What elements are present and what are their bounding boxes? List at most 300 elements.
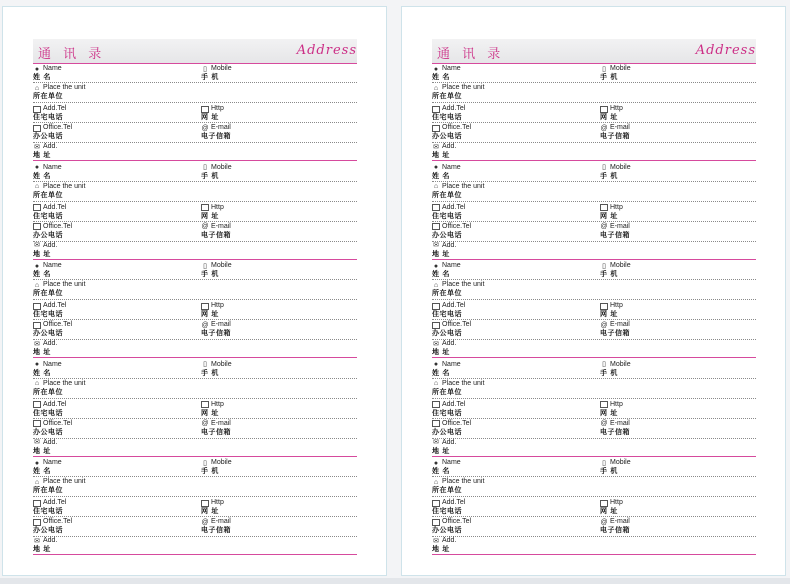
name-label-cn: 姓 名 <box>432 467 450 475</box>
web-icon <box>600 500 608 507</box>
home-tel-field[interactable] <box>33 302 193 319</box>
mobile-phone-icon: ▯ <box>203 361 207 368</box>
place-label-en: Place the unit <box>442 182 485 190</box>
envelope-icon: ✉ <box>34 242 40 249</box>
name-label-en: Name <box>442 360 461 368</box>
office-row <box>33 221 357 242</box>
title-english: Address <box>296 43 357 58</box>
home-tel-field[interactable] <box>432 499 592 516</box>
home-tel-field[interactable] <box>33 204 193 221</box>
title-chinese: 通 讯 录 <box>437 47 505 62</box>
add-label-cn: 地 址 <box>432 249 450 258</box>
building-icon: ⌂ <box>433 84 439 92</box>
home-phone-icon <box>432 204 440 211</box>
building-icon: ⌂ <box>34 281 40 289</box>
addtel-label-cn: 住宅电话 <box>33 408 63 417</box>
officetel-label-cn: 办公电话 <box>33 526 63 534</box>
web-icon <box>201 401 209 408</box>
office-row <box>33 319 357 340</box>
name-label-en: Name <box>442 65 461 72</box>
address-row <box>33 536 357 555</box>
home-tel-field[interactable] <box>432 302 592 319</box>
address-field[interactable] <box>432 340 752 357</box>
address-field[interactable] <box>33 340 353 357</box>
http-label-en: Http <box>211 499 224 506</box>
add-label-cn: 地 址 <box>432 348 450 356</box>
email-field[interactable] <box>600 124 760 141</box>
home-phone-icon <box>432 106 440 113</box>
add-label-cn: 地 址 <box>432 446 450 455</box>
tel-row <box>33 398 357 419</box>
addtel-label-en: Add.Tel <box>43 302 67 309</box>
office-tel-field[interactable] <box>33 420 193 437</box>
name-label-en: Name <box>43 163 62 171</box>
http-field[interactable] <box>201 401 361 418</box>
addtel-label-cn: 住宅电话 <box>432 310 462 318</box>
office-tel-field[interactable] <box>33 321 193 338</box>
place-label-cn: 所在单位 <box>33 92 63 100</box>
building-icon: ⌂ <box>34 380 40 387</box>
office-tel-field[interactable] <box>432 518 592 535</box>
address-field[interactable] <box>432 537 752 554</box>
email-label-cn: 电子信箱 <box>201 427 231 436</box>
mobile-field[interactable] <box>600 459 760 476</box>
addtel-label-cn: 住宅电话 <box>33 113 63 121</box>
office-phone-icon <box>432 519 440 526</box>
email-label-en: E-mail <box>610 518 630 525</box>
name-label-cn: 姓 名 <box>432 270 450 278</box>
address-entry <box>432 63 756 161</box>
building-icon: ⌂ <box>433 183 439 190</box>
at-sign-icon: @ <box>600 518 608 526</box>
email-label-cn: 电子信箱 <box>600 427 630 436</box>
place-label-cn: 所在单位 <box>432 92 462 100</box>
mobile-label-cn: 手 机 <box>201 467 219 475</box>
add-label-en: Add. <box>442 537 457 544</box>
email-label-en: E-mail <box>211 321 231 328</box>
officetel-label-en: Office.Tel <box>43 518 73 525</box>
http-label-en: Http <box>211 203 224 211</box>
addtel-label-en: Add.Tel <box>43 499 67 506</box>
email-label-en: E-mail <box>610 419 630 427</box>
place-label-cn: 所在单位 <box>33 486 63 494</box>
mobile-field[interactable] <box>201 262 361 279</box>
home-phone-icon <box>33 303 41 310</box>
name-field[interactable] <box>432 361 592 378</box>
mobile-field[interactable] <box>201 164 361 181</box>
http-label-en: Http <box>211 400 224 408</box>
office-phone-icon <box>432 420 440 427</box>
name-label-cn: 姓 名 <box>33 467 51 475</box>
officetel-label-cn: 办公电话 <box>432 427 462 436</box>
home-tel-field[interactable] <box>33 401 193 418</box>
http-field[interactable] <box>600 499 760 516</box>
name-row <box>33 260 357 280</box>
mobile-label-en: Mobile <box>211 262 232 269</box>
add-label-cn: 地 址 <box>33 446 51 455</box>
mobile-label-cn: 手 机 <box>600 270 618 278</box>
mobile-label-cn: 手 机 <box>201 368 219 377</box>
name-label-cn: 姓 名 <box>33 368 51 377</box>
name-label-en: Name <box>442 163 461 171</box>
name-row <box>432 457 756 477</box>
address-entry <box>432 359 756 457</box>
name-field[interactable] <box>33 459 193 476</box>
title-english: Address <box>695 43 756 58</box>
home-tel-field[interactable] <box>432 105 592 122</box>
mobile-phone-icon: ▯ <box>602 262 606 270</box>
name-field[interactable] <box>33 65 193 82</box>
add-label-cn: 地 址 <box>432 545 450 553</box>
mobile-label-cn: 手 机 <box>600 73 618 81</box>
email-field[interactable] <box>600 518 760 535</box>
name-label-cn: 姓 名 <box>432 171 450 180</box>
place-unit-field[interactable] <box>33 478 353 495</box>
email-field[interactable] <box>201 321 361 338</box>
office-row <box>33 122 357 143</box>
tel-row <box>432 496 756 517</box>
officetel-label-en: Office.Tel <box>43 321 73 328</box>
office-tel-field[interactable] <box>33 124 193 141</box>
address-field[interactable] <box>33 439 353 456</box>
place-row <box>33 82 357 103</box>
place-label-en: Place the unit <box>442 379 485 387</box>
add-label-cn: 地 址 <box>33 545 51 553</box>
address-entry <box>432 162 756 260</box>
web-icon <box>201 500 209 507</box>
http-field[interactable] <box>201 499 361 516</box>
name-label-en: Name <box>43 262 62 269</box>
mobile-phone-icon: ▯ <box>203 459 207 467</box>
web-icon <box>600 106 608 113</box>
email-label-en: E-mail <box>211 518 231 525</box>
email-label-en: E-mail <box>211 222 231 230</box>
place-unit-field[interactable] <box>432 183 752 200</box>
address-field[interactable] <box>33 143 353 160</box>
email-field[interactable] <box>201 420 361 437</box>
at-sign-icon: @ <box>201 420 209 427</box>
address-entry <box>432 457 756 555</box>
office-phone-icon <box>432 125 440 132</box>
name-field[interactable] <box>33 262 193 279</box>
email-field[interactable] <box>201 223 361 240</box>
home-tel-field[interactable] <box>33 105 193 122</box>
at-sign-icon: @ <box>201 124 209 132</box>
email-label-en: E-mail <box>211 124 231 131</box>
place-unit-field[interactable] <box>33 281 353 298</box>
name-label-cn: 姓 名 <box>33 171 51 180</box>
name-field[interactable] <box>33 164 193 181</box>
email-label-cn: 电子信箱 <box>201 526 231 534</box>
place-row <box>432 476 756 497</box>
address-field[interactable] <box>432 242 752 259</box>
person-icon: ● <box>34 459 40 467</box>
place-label-en: Place the unit <box>43 379 86 387</box>
http-field[interactable] <box>201 204 361 221</box>
email-field[interactable] <box>600 420 760 437</box>
mobile-label-en: Mobile <box>211 65 232 72</box>
place-unit-field[interactable] <box>432 380 752 397</box>
mobile-label-cn: 手 机 <box>201 171 219 180</box>
email-label-en: E-mail <box>610 321 630 328</box>
tel-row <box>33 102 357 123</box>
at-sign-icon: @ <box>201 223 209 230</box>
http-field[interactable] <box>600 105 760 122</box>
place-row <box>33 181 357 202</box>
place-row <box>432 181 756 202</box>
name-row <box>432 260 756 280</box>
building-icon: ⌂ <box>34 84 40 92</box>
name-field[interactable] <box>432 262 592 279</box>
name-label-en: Name <box>442 459 461 466</box>
officetel-label-cn: 办公电话 <box>432 329 462 337</box>
addtel-label-cn: 住宅电话 <box>432 113 462 121</box>
envelope-icon: ✉ <box>433 242 439 249</box>
building-icon: ⌂ <box>433 281 439 289</box>
address-row <box>33 241 357 260</box>
address-row <box>432 536 756 555</box>
mobile-field[interactable] <box>600 262 760 279</box>
officetel-label-cn: 办公电话 <box>33 230 63 239</box>
office-phone-icon <box>33 223 41 230</box>
http-label-cn: 网 址 <box>201 507 219 515</box>
home-tel-field[interactable] <box>432 204 592 221</box>
place-label-en: Place the unit <box>43 478 86 485</box>
add-label-en: Add. <box>43 537 58 544</box>
home-tel-field[interactable] <box>432 401 592 418</box>
envelope-icon: ✉ <box>34 143 40 151</box>
place-label-en: Place the unit <box>442 478 485 485</box>
add-label-en: Add. <box>43 340 58 347</box>
http-field[interactable] <box>201 105 361 122</box>
address-entry <box>33 63 357 161</box>
web-icon <box>600 303 608 310</box>
http-field[interactable] <box>600 401 760 418</box>
address-row <box>432 142 756 161</box>
email-field[interactable] <box>600 223 760 240</box>
mobile-field[interactable] <box>600 361 760 378</box>
office-tel-field[interactable] <box>432 321 592 338</box>
mobile-field[interactable] <box>600 65 760 82</box>
office-phone-icon <box>33 420 41 427</box>
home-phone-icon <box>33 401 41 408</box>
addtel-label-cn: 住宅电话 <box>432 408 462 417</box>
office-row <box>432 221 756 242</box>
name-label-en: Name <box>442 262 461 269</box>
address-field[interactable] <box>432 143 752 160</box>
home-phone-icon <box>432 500 440 507</box>
building-icon: ⌂ <box>34 183 40 190</box>
envelope-icon: ✉ <box>433 340 439 348</box>
place-label-cn: 所在单位 <box>432 387 462 396</box>
address-entry <box>33 162 357 260</box>
place-label-en: Place the unit <box>43 281 86 288</box>
envelope-icon: ✉ <box>433 537 439 545</box>
email-label-cn: 电子信箱 <box>201 132 231 140</box>
mobile-label-cn: 手 机 <box>600 467 618 475</box>
name-field[interactable] <box>432 164 592 181</box>
add-label-cn: 地 址 <box>33 249 51 258</box>
address-field[interactable] <box>432 439 752 456</box>
mobile-label-en: Mobile <box>211 163 232 171</box>
http-label-cn: 网 址 <box>600 408 618 417</box>
addtel-label-cn: 住宅电话 <box>33 211 63 220</box>
address-entry <box>432 260 756 358</box>
address-entry <box>33 457 357 555</box>
add-label-en: Add. <box>442 143 457 150</box>
at-sign-icon: @ <box>600 223 608 230</box>
mobile-label-en: Mobile <box>610 360 631 368</box>
addtel-label-en: Add.Tel <box>442 105 466 112</box>
addtel-label-en: Add.Tel <box>442 499 466 506</box>
place-row <box>432 279 756 300</box>
address-page-right <box>401 6 786 576</box>
web-icon <box>201 303 209 310</box>
home-phone-icon <box>33 500 41 507</box>
office-tel-field[interactable] <box>432 124 592 141</box>
place-row <box>33 476 357 497</box>
person-icon: ● <box>433 164 439 171</box>
place-row <box>33 279 357 300</box>
place-label-cn: 所在单位 <box>432 190 462 199</box>
name-label-en: Name <box>43 459 62 466</box>
name-row <box>33 63 357 83</box>
place-unit-field[interactable] <box>432 281 752 298</box>
email-field[interactable] <box>600 321 760 338</box>
mobile-label-cn: 手 机 <box>600 171 618 180</box>
place-unit-field[interactable] <box>33 84 353 101</box>
name-field[interactable] <box>432 65 592 82</box>
officetel-label-cn: 办公电话 <box>33 329 63 337</box>
home-phone-icon <box>432 401 440 408</box>
name-row <box>33 162 357 182</box>
mobile-label-en: Mobile <box>211 459 232 466</box>
page-header <box>432 39 756 64</box>
email-label-en: E-mail <box>211 419 231 427</box>
address-row <box>33 438 357 457</box>
home-tel-field[interactable] <box>33 499 193 516</box>
mobile-phone-icon: ▯ <box>602 459 606 467</box>
tel-row <box>432 201 756 222</box>
envelope-icon: ✉ <box>34 439 40 446</box>
place-row <box>33 378 357 399</box>
addtel-label-en: Add.Tel <box>43 203 67 211</box>
mobile-phone-icon: ▯ <box>602 164 606 171</box>
name-field[interactable] <box>33 361 193 378</box>
add-label-cn: 地 址 <box>33 151 51 159</box>
place-unit-field[interactable] <box>33 183 353 200</box>
address-field[interactable] <box>33 537 353 554</box>
office-row <box>432 319 756 340</box>
http-label-cn: 网 址 <box>600 113 618 121</box>
email-label-cn: 电子信箱 <box>600 132 630 140</box>
mobile-label-en: Mobile <box>610 65 631 72</box>
officetel-label-cn: 办公电话 <box>33 132 63 140</box>
http-label-cn: 网 址 <box>201 310 219 318</box>
person-icon: ● <box>34 164 40 171</box>
mobile-label-cn: 手 机 <box>600 368 618 377</box>
tel-row <box>33 496 357 517</box>
envelope-icon: ✉ <box>34 537 40 545</box>
officetel-label-en: Office.Tel <box>442 222 472 230</box>
person-icon: ● <box>34 262 40 270</box>
officetel-label-cn: 办公电话 <box>432 526 462 534</box>
addtel-label-en: Add.Tel <box>43 105 67 112</box>
place-label-cn: 所在单位 <box>33 289 63 297</box>
place-row <box>432 378 756 399</box>
name-label-en: Name <box>43 360 62 368</box>
office-row <box>33 418 357 439</box>
place-label-en: Place the unit <box>43 182 86 190</box>
mobile-field[interactable] <box>201 65 361 82</box>
place-label-cn: 所在单位 <box>432 289 462 297</box>
address-row <box>33 142 357 161</box>
name-row <box>432 63 756 83</box>
mobile-field[interactable] <box>600 164 760 181</box>
http-label-en: Http <box>610 203 623 211</box>
address-row <box>432 241 756 260</box>
place-unit-field[interactable] <box>432 84 752 101</box>
addtel-label-cn: 住宅电话 <box>33 507 63 515</box>
office-tel-field[interactable] <box>432 420 592 437</box>
mobile-label-en: Mobile <box>211 360 232 368</box>
http-label-cn: 网 址 <box>201 408 219 417</box>
name-label-cn: 姓 名 <box>33 270 51 278</box>
web-icon <box>600 401 608 408</box>
place-unit-field[interactable] <box>432 478 752 495</box>
office-phone-icon <box>33 125 41 132</box>
envelope-icon: ✉ <box>34 340 40 348</box>
http-field[interactable] <box>600 204 760 221</box>
officetel-label-en: Office.Tel <box>43 124 73 131</box>
office-phone-icon <box>432 322 440 329</box>
officetel-label-cn: 办公电话 <box>33 427 63 436</box>
mobile-label-en: Mobile <box>610 163 631 171</box>
tel-row <box>432 398 756 419</box>
http-label-cn: 网 址 <box>201 113 219 121</box>
mobile-label-en: Mobile <box>610 262 631 269</box>
mobile-label-cn: 手 机 <box>201 270 219 278</box>
address-page-left <box>2 6 387 576</box>
place-label-en: Place the unit <box>442 84 485 91</box>
officetel-label-en: Office.Tel <box>442 321 472 328</box>
person-icon: ● <box>433 361 439 368</box>
email-field[interactable] <box>201 124 361 141</box>
mobile-field[interactable] <box>201 361 361 378</box>
address-field[interactable] <box>33 242 353 259</box>
office-tel-field[interactable] <box>33 518 193 535</box>
http-field[interactable] <box>201 302 361 319</box>
http-field[interactable] <box>600 302 760 319</box>
office-tel-field[interactable] <box>432 223 592 240</box>
http-label-en: Http <box>211 302 224 309</box>
place-unit-field[interactable] <box>33 380 353 397</box>
add-label-en: Add. <box>43 143 58 150</box>
name-field[interactable] <box>432 459 592 476</box>
http-label-en: Http <box>610 400 623 408</box>
person-icon: ● <box>433 459 439 467</box>
office-tel-field[interactable] <box>33 223 193 240</box>
http-label-en: Http <box>610 499 623 506</box>
mobile-field[interactable] <box>201 459 361 476</box>
mobile-phone-icon: ▯ <box>602 65 606 73</box>
http-label-cn: 网 址 <box>600 507 618 515</box>
officetel-label-en: Office.Tel <box>442 124 472 131</box>
email-label-cn: 电子信箱 <box>201 230 231 239</box>
at-sign-icon: @ <box>600 321 608 329</box>
email-field[interactable] <box>201 518 361 535</box>
mobile-phone-icon: ▯ <box>203 65 207 73</box>
